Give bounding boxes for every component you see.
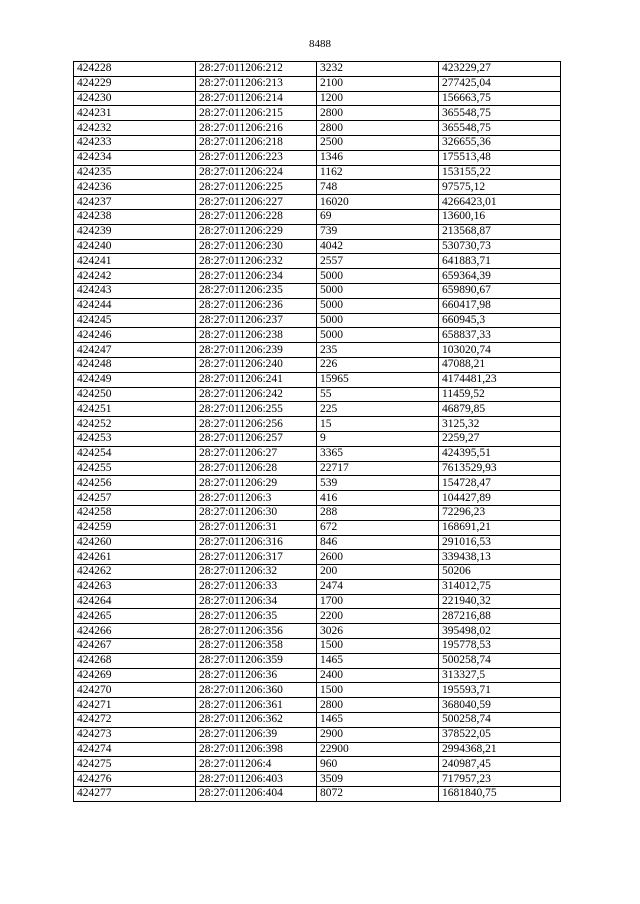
- record-number-cell: 424273: [74, 727, 196, 742]
- value-cell: 11459,52: [439, 387, 561, 402]
- area-cell: 16020: [317, 195, 439, 210]
- table-row: [74, 254, 561, 269]
- table-row: [74, 417, 561, 432]
- area-cell: 1465: [317, 713, 439, 728]
- cadastral-number-cell: 28:27:011206:33: [196, 579, 317, 594]
- value-cell: 530730,73: [439, 239, 561, 254]
- value-cell: 424395,51: [439, 446, 561, 461]
- table-row: [74, 209, 561, 224]
- cadastral-number-cell: 28:27:011206:359: [196, 653, 317, 668]
- area-cell: 739: [317, 224, 439, 239]
- value-cell: 195778,53: [439, 639, 561, 654]
- cadastral-number-cell: 28:27:011206:212: [196, 62, 317, 77]
- table-row: [74, 150, 561, 165]
- area-cell: 2400: [317, 668, 439, 683]
- record-number-cell: 424269: [74, 668, 196, 683]
- value-cell: 104427,89: [439, 491, 561, 506]
- value-cell: 368040,59: [439, 698, 561, 713]
- value-cell: 500258,74: [439, 653, 561, 668]
- value-cell: 500258,74: [439, 713, 561, 728]
- record-number-cell: 424268: [74, 653, 196, 668]
- table-row: [74, 121, 561, 136]
- cadastral-number-cell: 28:27:011206:239: [196, 343, 317, 358]
- cadastral-number-cell: 28:27:011206:358: [196, 639, 317, 654]
- cadastral-number-cell: 28:27:011206:256: [196, 417, 317, 432]
- table-row: [74, 224, 561, 239]
- cadastral-number-cell: 28:27:011206:242: [196, 387, 317, 402]
- cadastral-number-cell: 28:27:011206:362: [196, 713, 317, 728]
- table-row: [74, 313, 561, 328]
- table-row: [74, 505, 561, 520]
- value-cell: 641883,71: [439, 254, 561, 269]
- cadastral-number-cell: 28:27:011206:229: [196, 224, 317, 239]
- table-row: [74, 668, 561, 683]
- cadastral-number-cell: 28:27:011206:27: [196, 446, 317, 461]
- value-cell: 221940,32: [439, 594, 561, 609]
- value-cell: 2259,27: [439, 431, 561, 446]
- table-row: [74, 357, 561, 372]
- value-cell: 72296,23: [439, 505, 561, 520]
- value-cell: 4174481,23: [439, 372, 561, 387]
- cadastral-number-cell: 28:27:011206:213: [196, 76, 317, 91]
- area-cell: 1200: [317, 91, 439, 106]
- area-cell: 235: [317, 343, 439, 358]
- value-cell: 365548,75: [439, 106, 561, 121]
- cadastral-number-cell: 28:27:011206:29: [196, 476, 317, 491]
- value-cell: 168691,21: [439, 520, 561, 535]
- value-cell: 365548,75: [439, 121, 561, 136]
- value-cell: 154728,47: [439, 476, 561, 491]
- cadastral-number-cell: 28:27:011206:30: [196, 505, 317, 520]
- value-cell: 175513,48: [439, 150, 561, 165]
- area-cell: 1162: [317, 165, 439, 180]
- record-number-cell: 424265: [74, 609, 196, 624]
- record-number-cell: 424235: [74, 165, 196, 180]
- table-row: [74, 624, 561, 639]
- table-row: [74, 550, 561, 565]
- cadastral-number-cell: 28:27:011206:3: [196, 491, 317, 506]
- area-cell: 748: [317, 180, 439, 195]
- cadastral-number-cell: 28:27:011206:224: [196, 165, 317, 180]
- area-cell: 5000: [317, 328, 439, 343]
- cadastral-number-cell: 28:27:011206:36: [196, 668, 317, 683]
- area-cell: 15965: [317, 372, 439, 387]
- cadastral-number-cell: 28:27:011206:4: [196, 757, 317, 772]
- table-row: [74, 165, 561, 180]
- table-row: [74, 106, 561, 121]
- area-cell: 22717: [317, 461, 439, 476]
- value-cell: 658837,33: [439, 328, 561, 343]
- value-cell: 4266423,01: [439, 195, 561, 210]
- cadastral-number-cell: 28:27:011206:214: [196, 91, 317, 106]
- area-cell: 5000: [317, 313, 439, 328]
- table-row: [74, 195, 561, 210]
- area-cell: 2800: [317, 121, 439, 136]
- cadastral-number-cell: 28:27:011206:240: [196, 357, 317, 372]
- value-cell: 240987,45: [439, 757, 561, 772]
- table-row: [74, 372, 561, 387]
- table-row: [74, 461, 561, 476]
- cadastral-number-cell: 28:27:011206:216: [196, 121, 317, 136]
- record-number-cell: 424276: [74, 772, 196, 787]
- table-row: [74, 283, 561, 298]
- area-cell: 1700: [317, 594, 439, 609]
- record-number-cell: 424241: [74, 254, 196, 269]
- record-number-cell: 424267: [74, 639, 196, 654]
- table-row: [74, 387, 561, 402]
- value-cell: 156663,75: [439, 91, 561, 106]
- cadastral-number-cell: 28:27:011206:360: [196, 683, 317, 698]
- table-row: [74, 269, 561, 284]
- cadastral-number-cell: 28:27:011206:215: [196, 106, 317, 121]
- record-number-cell: 424234: [74, 150, 196, 165]
- record-number-cell: 424266: [74, 624, 196, 639]
- area-cell: 846: [317, 535, 439, 550]
- area-cell: 2900: [317, 727, 439, 742]
- area-cell: 2800: [317, 698, 439, 713]
- record-number-cell: 424258: [74, 505, 196, 520]
- table-row: [74, 653, 561, 668]
- value-cell: 660945,3: [439, 313, 561, 328]
- cadastral-number-cell: 28:27:011206:31: [196, 520, 317, 535]
- record-number-cell: 424257: [74, 491, 196, 506]
- record-number-cell: 424242: [74, 269, 196, 284]
- area-cell: 672: [317, 520, 439, 535]
- table-row: [74, 683, 561, 698]
- area-cell: 2557: [317, 254, 439, 269]
- cadastral-number-cell: 28:27:011206:32: [196, 565, 317, 580]
- area-cell: 226: [317, 357, 439, 372]
- record-number-cell: 424254: [74, 446, 196, 461]
- record-number-cell: 424248: [74, 357, 196, 372]
- cadastral-number-cell: 28:27:011206:361: [196, 698, 317, 713]
- value-cell: 314012,75: [439, 579, 561, 594]
- table-row: [74, 713, 561, 728]
- record-number-cell: 424259: [74, 520, 196, 535]
- record-number-cell: 424262: [74, 565, 196, 580]
- area-cell: 1500: [317, 639, 439, 654]
- area-cell: 225: [317, 402, 439, 417]
- table-row: [74, 639, 561, 654]
- record-number-cell: 424233: [74, 135, 196, 150]
- cadastral-number-cell: 28:27:011206:35: [196, 609, 317, 624]
- area-cell: 1346: [317, 150, 439, 165]
- record-number-cell: 424238: [74, 209, 196, 224]
- record-number-cell: 424229: [74, 76, 196, 91]
- area-cell: 69: [317, 209, 439, 224]
- value-cell: 326655,36: [439, 135, 561, 150]
- area-cell: 200: [317, 565, 439, 580]
- table-row: [74, 343, 561, 358]
- table-row: [74, 76, 561, 91]
- area-cell: 539: [317, 476, 439, 491]
- table-row: [74, 91, 561, 106]
- cadastral-number-cell: 28:27:011206:218: [196, 135, 317, 150]
- record-number-cell: 424251: [74, 402, 196, 417]
- area-cell: 2800: [317, 106, 439, 121]
- record-number-cell: 424245: [74, 313, 196, 328]
- table-row: [74, 431, 561, 446]
- cadastral-number-cell: 28:27:011206:403: [196, 772, 317, 787]
- cadastral-number-cell: 28:27:011206:398: [196, 742, 317, 757]
- value-cell: 660417,98: [439, 298, 561, 313]
- cadastral-number-cell: 28:27:011206:316: [196, 535, 317, 550]
- record-number-cell: 424228: [74, 62, 196, 77]
- value-cell: 3125,32: [439, 417, 561, 432]
- table-row: [74, 328, 561, 343]
- table-row: [74, 579, 561, 594]
- area-cell: 2600: [317, 550, 439, 565]
- table-row: [74, 787, 561, 802]
- area-cell: 22900: [317, 742, 439, 757]
- area-cell: 3026: [317, 624, 439, 639]
- cadastral-number-cell: 28:27:011206:39: [196, 727, 317, 742]
- value-cell: 291016,53: [439, 535, 561, 550]
- cadastral-number-cell: 28:27:011206:225: [196, 180, 317, 195]
- cadastral-number-cell: 28:27:011206:232: [196, 254, 317, 269]
- area-cell: 3365: [317, 446, 439, 461]
- cadastral-number-cell: 28:27:011206:241: [196, 372, 317, 387]
- area-cell: 1465: [317, 653, 439, 668]
- area-cell: 2474: [317, 579, 439, 594]
- value-cell: 153155,22: [439, 165, 561, 180]
- page-number: 8488: [309, 38, 331, 50]
- record-number-cell: 424252: [74, 417, 196, 432]
- cadastral-number-cell: 28:27:011206:230: [196, 239, 317, 254]
- value-cell: 2994368,21: [439, 742, 561, 757]
- value-cell: 313327,5: [439, 668, 561, 683]
- record-number-cell: 424230: [74, 91, 196, 106]
- record-number-cell: 424264: [74, 594, 196, 609]
- cadastral-number-cell: 28:27:011206:237: [196, 313, 317, 328]
- record-number-cell: 424260: [74, 535, 196, 550]
- table-row: [74, 62, 561, 77]
- area-cell: 4042: [317, 239, 439, 254]
- record-number-cell: 424263: [74, 579, 196, 594]
- record-number-cell: 424256: [74, 476, 196, 491]
- record-number-cell: 424237: [74, 195, 196, 210]
- area-cell: 960: [317, 757, 439, 772]
- record-number-cell: 424231: [74, 106, 196, 121]
- area-cell: 5000: [317, 298, 439, 313]
- area-cell: 5000: [317, 283, 439, 298]
- table-row: [74, 609, 561, 624]
- cadastral-number-cell: 28:27:011206:28: [196, 461, 317, 476]
- table-row: [74, 476, 561, 491]
- table-row: [74, 565, 561, 580]
- area-cell: 416: [317, 491, 439, 506]
- record-number-cell: 424255: [74, 461, 196, 476]
- cadastral-number-cell: 28:27:011206:356: [196, 624, 317, 639]
- area-cell: 8072: [317, 787, 439, 802]
- table-row: [74, 520, 561, 535]
- area-cell: 55: [317, 387, 439, 402]
- area-cell: 9: [317, 431, 439, 446]
- area-cell: 2200: [317, 609, 439, 624]
- value-cell: 50206: [439, 565, 561, 580]
- area-cell: 5000: [317, 269, 439, 284]
- cadastral-number-cell: 28:27:011206:238: [196, 328, 317, 343]
- cadastral-number-cell: 28:27:011206:317: [196, 550, 317, 565]
- value-cell: 395498,02: [439, 624, 561, 639]
- cadastral-number-cell: 28:27:011206:255: [196, 402, 317, 417]
- area-cell: 3232: [317, 62, 439, 77]
- table-row: [74, 594, 561, 609]
- value-cell: 47088,21: [439, 357, 561, 372]
- cadastral-number-cell: 28:27:011206:228: [196, 209, 317, 224]
- value-cell: 46879,85: [439, 402, 561, 417]
- table-row: [74, 491, 561, 506]
- value-cell: 13600,16: [439, 209, 561, 224]
- table-row: [74, 446, 561, 461]
- table-row: [74, 298, 561, 313]
- cadastral-number-cell: 28:27:011206:34: [196, 594, 317, 609]
- value-cell: 103020,74: [439, 343, 561, 358]
- cadastral-number-cell: 28:27:011206:404: [196, 787, 317, 802]
- record-number-cell: 424232: [74, 121, 196, 136]
- record-number-cell: 424243: [74, 283, 196, 298]
- table-row: [74, 727, 561, 742]
- value-cell: 423229,27: [439, 62, 561, 77]
- record-number-cell: 424247: [74, 343, 196, 358]
- value-cell: 717957,23: [439, 772, 561, 787]
- value-cell: 7613529,93: [439, 461, 561, 476]
- table-row: [74, 757, 561, 772]
- cadastral-number-cell: 28:27:011206:234: [196, 269, 317, 284]
- table-row: [74, 135, 561, 150]
- cadastral-number-cell: 28:27:011206:227: [196, 195, 317, 210]
- registry-table: [73, 61, 561, 802]
- record-number-cell: 424246: [74, 328, 196, 343]
- record-number-cell: 424275: [74, 757, 196, 772]
- area-cell: 15: [317, 417, 439, 432]
- cadastral-number-cell: 28:27:011206:236: [196, 298, 317, 313]
- area-cell: 3509: [317, 772, 439, 787]
- record-number-cell: 424250: [74, 387, 196, 402]
- record-number-cell: 424239: [74, 224, 196, 239]
- table-row: [74, 698, 561, 713]
- value-cell: 97575,12: [439, 180, 561, 195]
- record-number-cell: 424272: [74, 713, 196, 728]
- value-cell: 378522,05: [439, 727, 561, 742]
- cadastral-number-cell: 28:27:011206:257: [196, 431, 317, 446]
- value-cell: 659890,67: [439, 283, 561, 298]
- table-row: [74, 535, 561, 550]
- registry-table-body: [74, 62, 561, 802]
- cadastral-number-cell: 28:27:011206:235: [196, 283, 317, 298]
- record-number-cell: 424270: [74, 683, 196, 698]
- cadastral-number-cell: 28:27:011206:223: [196, 150, 317, 165]
- value-cell: 277425,04: [439, 76, 561, 91]
- record-number-cell: 424261: [74, 550, 196, 565]
- value-cell: 659364,39: [439, 269, 561, 284]
- table-row: [74, 742, 561, 757]
- area-cell: 2500: [317, 135, 439, 150]
- record-number-cell: 424277: [74, 787, 196, 802]
- value-cell: 287216,88: [439, 609, 561, 624]
- value-cell: 195593,71: [439, 683, 561, 698]
- table-row: [74, 772, 561, 787]
- area-cell: 1500: [317, 683, 439, 698]
- record-number-cell: 424240: [74, 239, 196, 254]
- record-number-cell: 424274: [74, 742, 196, 757]
- table-row: [74, 180, 561, 195]
- record-number-cell: 424249: [74, 372, 196, 387]
- area-cell: 288: [317, 505, 439, 520]
- table-row: [74, 402, 561, 417]
- value-cell: 1681840,75: [439, 787, 561, 802]
- table-row: [74, 239, 561, 254]
- record-number-cell: 424253: [74, 431, 196, 446]
- area-cell: 2100: [317, 76, 439, 91]
- record-number-cell: 424271: [74, 698, 196, 713]
- record-number-cell: 424244: [74, 298, 196, 313]
- value-cell: 213568,87: [439, 224, 561, 239]
- record-number-cell: 424236: [74, 180, 196, 195]
- value-cell: 339438,13: [439, 550, 561, 565]
